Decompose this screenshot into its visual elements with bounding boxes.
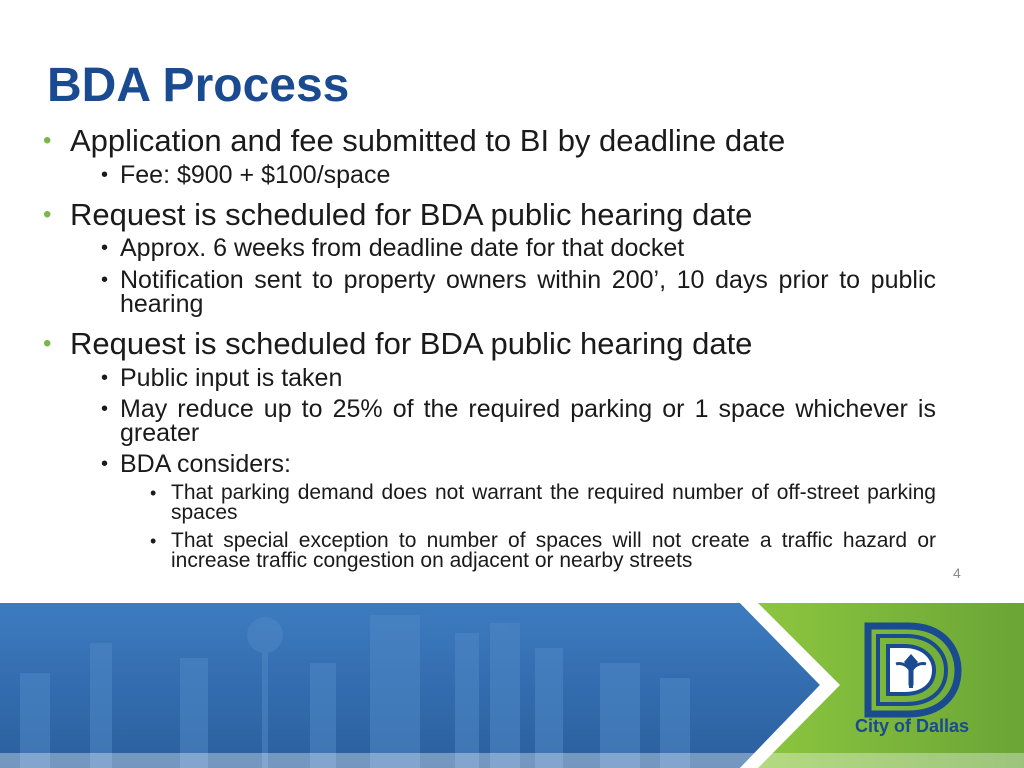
bullet-item: Application and fee submitted to BI by deadline date [70,123,786,158]
slide-title: BDA Process [47,59,350,112]
sub-bullet-item: Notification sent to property owners within 200’, 10 days prior to public hearing [120,266,936,318]
bullet-marker: • [43,201,52,228]
sub-bullet-item: May reduce up to 25% of the required parking or 1 space whichever is greater [120,395,936,447]
sub-sub-bullet-item: That special exception to number of spaces will not create a traffic hazard or increase traffic congestion on adjacent or nearby streets [171,529,936,572]
sub-sub-bullet-item: That parking demand does not warrant the required number of off-street parking spaces [171,481,936,524]
bullet-marker: • [43,330,52,357]
bullet-marker: • [150,531,157,551]
bullet-marker: • [101,453,109,475]
bullet-item: Request is scheduled for BDA public hearing date [70,197,753,232]
dallas-d-icon [846,620,981,718]
bullet-marker: • [101,164,109,186]
bullet-marker: • [101,398,109,420]
sub-bullet-item: BDA considers: [120,450,291,478]
sub-bullet-item: Fee: $900 + $100/space [120,161,391,189]
logo-text: City of Dallas [854,716,970,736]
bullet-marker: • [43,127,52,154]
page-number: 4 [953,565,961,581]
bullet-marker: • [101,237,109,259]
bullet-item: Request is scheduled for BDA public hearing date [70,326,753,361]
bullet-marker: • [101,367,109,389]
bullet-marker: • [150,483,157,503]
sub-bullet-item: Approx. 6 weeks from deadline date for that docket [120,234,685,262]
bullet-marker: • [101,269,109,291]
sub-bullet-item: Public input is taken [120,364,343,392]
